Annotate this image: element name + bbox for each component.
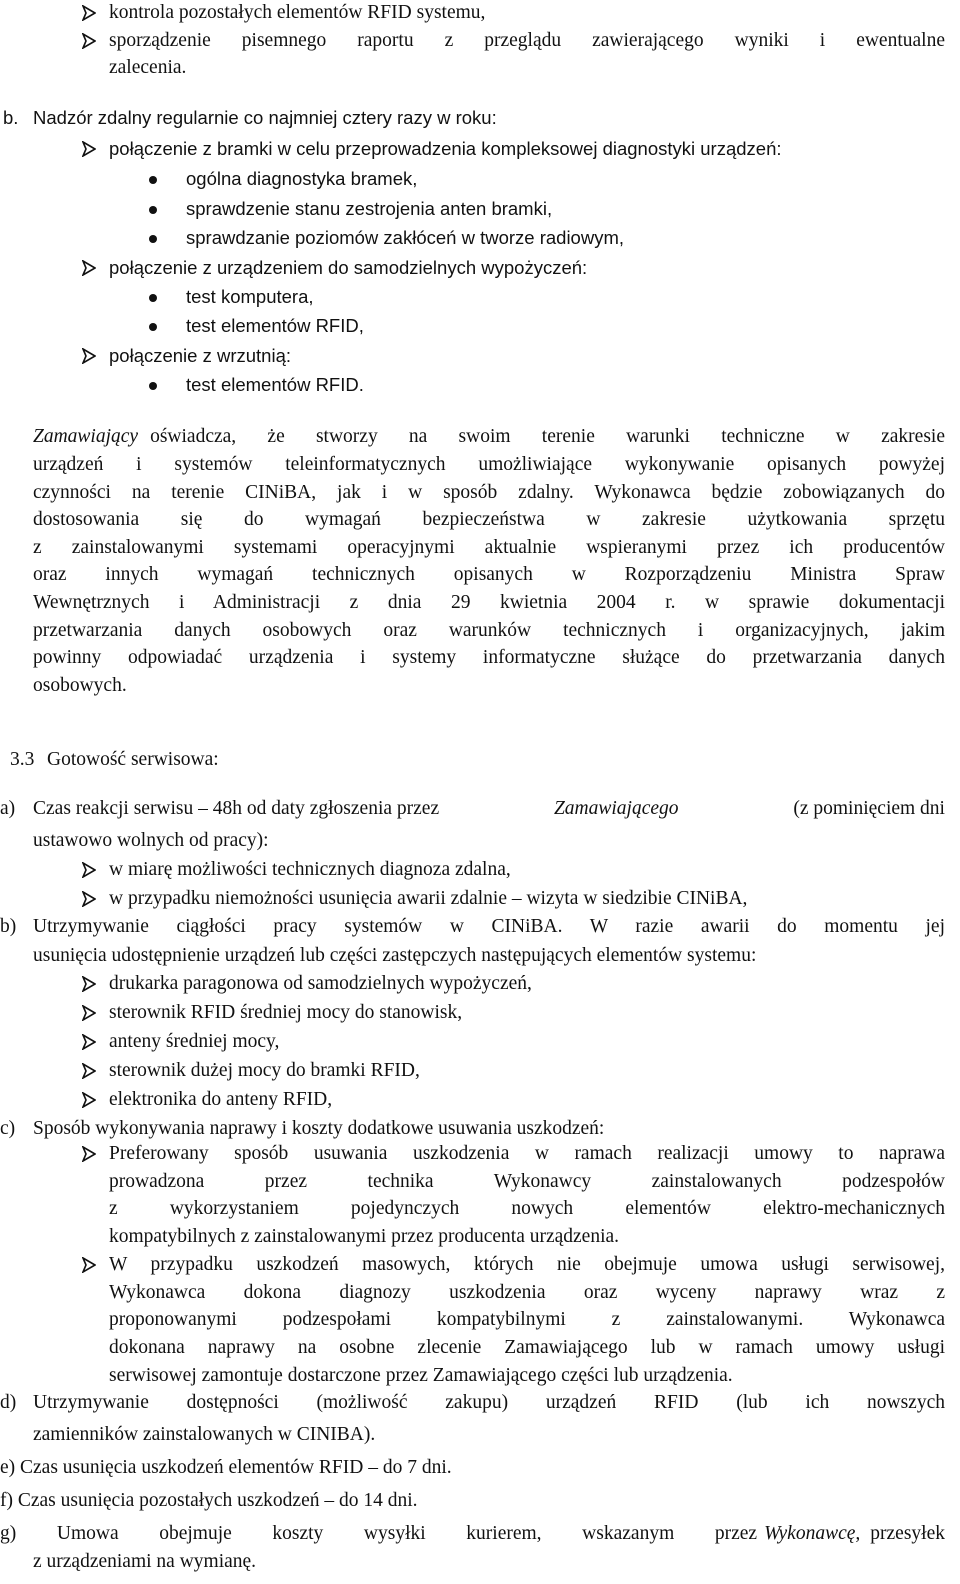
item-a-line-1-italic: Zamawiającego	[553, 798, 679, 819]
group1-item-3: sprawdzanie poziomów zakłóceń w tworze radiowym,	[186, 227, 625, 248]
item-b-label: b)	[0, 916, 17, 937]
section-33-number: 3.3	[10, 749, 35, 770]
item-d-line-1: Utrzymywanie dostępności (możliwość zakupu) urządzeń RFID (lub ich nowszych	[33, 1392, 945, 1413]
item-b-sub-5: elektronika do anteny RFID,	[109, 1089, 333, 1110]
arrow-bullet-icon	[82, 976, 96, 992]
group1-item-2: sprawdzenie stanu zestrojenia anten bramki,	[186, 198, 553, 219]
item-c-sub-1-line-3: z wykorzystaniem pojedynczych nowych elementów elektro-mechanicznych	[109, 1198, 945, 1219]
item-c-sub-2-line-4: dokonana naprawy na osobne zlecenie Zamawiającego lub w ramach umowy usługi	[109, 1337, 945, 1358]
item-a-line-1-post: (z pominięciem dni	[793, 798, 945, 819]
item-e: e) Czas usunięcia uszkodzeń elementów RFID – do 7 dni.	[0, 1457, 452, 1478]
group3-item-1: test elementów RFID.	[186, 374, 364, 395]
dot-bullet-icon	[149, 382, 157, 390]
paragraph-line-1-text: oświadcza, że stworzy na swoim terenie warunki techniczne w zakresie	[150, 426, 945, 447]
paragraph-lead-italic: Zamawiający	[33, 426, 139, 447]
group1-item-1: ogólna diagnostyka bramek,	[186, 168, 418, 189]
section-b-heading: Nadzór zdalny regularnie co najmniej cztery razy w roku:	[33, 107, 497, 128]
item-b-sub-3: anteny średniej mocy,	[109, 1031, 280, 1052]
top-item-2-cont: zalecenia.	[109, 57, 187, 78]
arrow-bullet-icon	[82, 260, 96, 276]
group2-item-1: test komputera,	[186, 286, 314, 307]
item-c-sub-1-line-1: Preferowany sposób usuwania uszkodzenia w ramach realizacji umowy to naprawa	[109, 1143, 945, 1164]
section-33-title: Gotowość serwisowa:	[47, 749, 219, 770]
item-d-label: d)	[0, 1392, 17, 1413]
item-a-line-1-pre: Czas reakcji serwisu – 48h od daty zgłoszenia przez	[33, 798, 440, 819]
top-item-1: kontrola pozostałych elementów RFID systemu,	[109, 2, 486, 23]
top-item-2: sporządzenie pisemnego raportu z przeglądu zawierającego wyniki i ewentualne	[109, 30, 945, 51]
group1-title: połączenie z bramki w celu przeprowadzenia kompleksowej diagnostyki urządzeń:	[109, 138, 782, 159]
arrow-bullet-icon	[82, 1092, 96, 1108]
arrow-bullet-icon	[82, 1063, 96, 1079]
item-g-line-2: z urządzeniami na wymianę.	[33, 1551, 257, 1572]
item-c-sub-1-line-2: prowadzona przez technika Wykonawcy zainstalowanych podzespołów	[109, 1171, 945, 1192]
paragraph-line-4: dostosowania się do wymagań bezpieczeństwa w zakresie użytkowania sprzętu	[33, 509, 945, 530]
item-c-sub-1-line-4: kompatybilnych z zainstalowanymi przez producenta urządzenia.	[109, 1226, 620, 1247]
item-c-sub-2-line-5: serwisowej zamontuje dostarczone przez Zamawiającego części lub urządzenia.	[109, 1365, 733, 1386]
arrow-bullet-icon	[82, 1034, 96, 1050]
paragraph-line-10: osobowych.	[33, 675, 127, 696]
item-b-sub-2: sterownik RFID średniej mocy do stanowisk,	[109, 1002, 463, 1023]
arrow-bullet-icon	[82, 1257, 96, 1273]
item-a-line-1	[33, 797, 945, 821]
dot-bullet-icon	[149, 235, 157, 243]
item-c-label: c)	[0, 1118, 16, 1139]
paragraph-line-7: Wewnętrznych i Administracji z dnia 29 kwietnia 2004 r. w sprawie dokumentacji	[33, 592, 945, 613]
arrow-bullet-icon	[82, 862, 96, 878]
arrow-bullet-icon	[82, 348, 96, 364]
arrow-bullet-icon	[82, 1005, 96, 1021]
paragraph-line-9: powinny odpowiadać urządzenia i systemy informatyczne służące do przetwarzania danych	[33, 647, 945, 668]
dot-bullet-icon	[149, 323, 157, 331]
item-a-sub-1: w miarę możliwości technicznych diagnoza zdalna,	[109, 859, 511, 880]
item-a-sub-2: w przypadku niemożności usunięcia awarii zdalnie – wizyta w siedzibie CINiBA,	[109, 888, 748, 909]
item-b-sub-4: sterownik dużej mocy do bramki RFID,	[109, 1060, 420, 1081]
paragraph-line-3: czynności na terenie CINiBA, jak i w sposób zdalny. Wykonawca będzie zobowiązanych do	[33, 482, 945, 503]
item-a-line-2: ustawowo wolnych od pracy):	[33, 830, 269, 851]
dot-bullet-icon	[149, 294, 157, 302]
arrow-bullet-icon	[82, 891, 96, 907]
item-c-line-1: Sposób wykonywania naprawy i koszty dodatkowe usuwania uszkodzeń:	[33, 1118, 605, 1139]
item-c-sub-2-line-2: Wykonawca dokona diagnozy uszkodzenia oraz wyceny naprawy wraz z	[109, 1282, 945, 1303]
item-g-line-1	[0, 1522, 945, 1546]
paragraph-line-6: oraz innych wymagań technicznych opisanych w Rozporządzeniu Ministra Spraw	[33, 564, 945, 585]
group2-item-2: test elementów RFID,	[186, 315, 364, 336]
paragraph-line-1	[33, 425, 945, 449]
item-g-line-1-post: przesyłek	[870, 1523, 945, 1544]
paragraph-line-8: przetwarzania danych osobowych oraz warunków technicznych i organizacyjnych, jakim	[33, 620, 945, 641]
item-a-label: a)	[0, 798, 16, 819]
arrow-bullet-icon	[82, 5, 96, 21]
item-c-sub-2-line-1: W przypadku uszkodzeń masowych, których nie obejmuje umowa usługi serwisowej,	[109, 1254, 945, 1275]
item-g-line-1-pre: g) Umowa obejmuje koszty wysyłki kurierem, wskazanym przez	[0, 1523, 758, 1544]
section-b-label: b.	[3, 107, 19, 128]
item-g-line-1-italic: Wykonawcę,	[764, 1523, 861, 1544]
item-d-line-2: zamienników zainstalowanych w CINIBA).	[33, 1424, 376, 1445]
item-b-sub-1: drukarka paragonowa od samodzielnych wypożyczeń,	[109, 973, 532, 994]
group2-title: połączenie z urządzeniem do samodzielnych wypożyczeń:	[109, 257, 588, 278]
group3-title: połączenie z wrzutnią:	[109, 345, 292, 366]
item-f: f) Czas usunięcia pozostałych uszkodzeń – do 14 dni.	[0, 1490, 418, 1511]
dot-bullet-icon	[149, 176, 157, 184]
arrow-bullet-icon	[82, 1146, 96, 1162]
dot-bullet-icon	[149, 206, 157, 214]
paragraph-line-5: z zainstalowanymi systemami operacyjnymi aktualnie wspieranymi przez ich producentów	[33, 537, 945, 558]
paragraph-line-2: urządzeń i systemów teleinformatycznych umożliwiające wykonywanie opisanych powyżej	[33, 454, 945, 475]
arrow-bullet-icon	[82, 33, 96, 49]
item-b-line-1: Utrzymywanie ciągłości pracy systemów w CINiBA. W razie awarii do momentu jej	[33, 916, 945, 937]
arrow-bullet-icon	[82, 141, 96, 157]
item-b-line-2: usunięcia udostępnienie urządzeń lub części zastępczych następujących elementów systemu:	[33, 945, 757, 966]
item-c-sub-2-line-3: proponowanymi podzespołami kompatybilnymi z zainstalowanymi. Wykonawca	[109, 1309, 945, 1330]
